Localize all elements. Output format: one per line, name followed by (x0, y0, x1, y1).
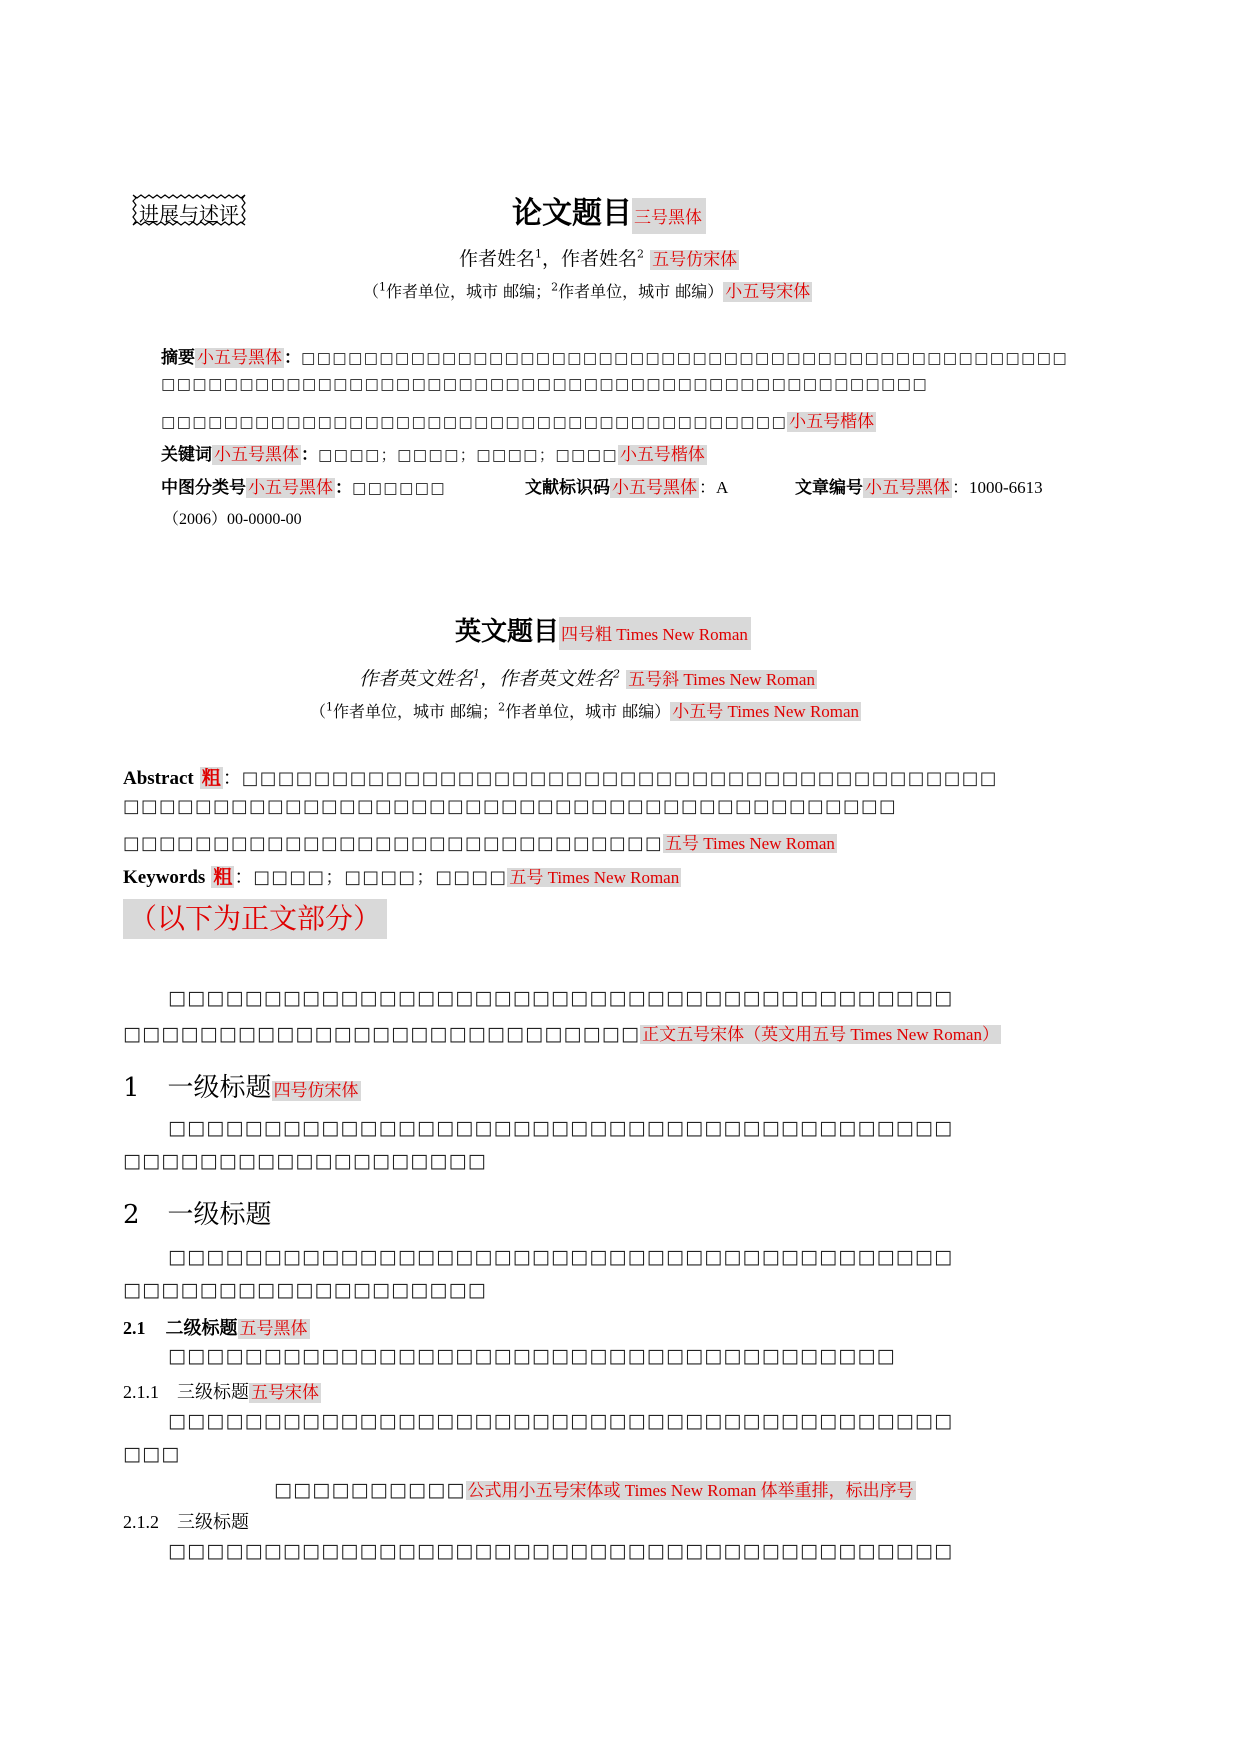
paper-title (512, 188, 706, 230)
en-title: 英文题目 四号粗 Times New Roman (455, 611, 751, 648)
body-intro-line-2: □□□□□□□□□□□□□□□□□□□□□□□□□□□ 正文五号宋体（英文用五号 Times New Roman） (123, 1023, 999, 1045)
section-2-1-2-heading: 2.1.2 三级标题 (123, 1512, 249, 1533)
section-2-1-2-line-1: □□□□□□□□□□□□□□□□□□□□□□□□□□□□□□□□□□□□□□□□□ (168, 1540, 954, 1562)
clc-value: □□□□□□ (352, 479, 446, 497)
author-line: 作者姓名$^1$，作者姓名$^2$ 五号仿宋体 (459, 247, 738, 270)
author-format-note: 五号仿宋体 (652, 250, 738, 270)
abstract-en-line-1: Abstract 粗 ：□□□□□□□□□□□□□□□□□□□□□□□□□□□□□□□□□□□□□□□□□□ (123, 767, 998, 789)
en-title-note: 四号粗 Times New Roman (559, 617, 751, 650)
abstract-en-label: Abstract (123, 768, 194, 789)
formula-note: 公式用小五号宋体或 Times New Roman 体举重排，标出序号 (467, 1481, 914, 1500)
keywords-cn-label: 关键词 (161, 445, 212, 465)
doc-code: 文献标识码 小五号黑体 ：A (525, 478, 729, 498)
affiliation-line: （$^1$作者单位，城市 邮编；$^2$作者单位，城市 邮编） 小五号宋体 (363, 280, 811, 302)
author-name-1: 作者姓名 (459, 248, 536, 270)
section-2-1-1-line-1: □□□□□□□□□□□□□□□□□□□□□□□□□□□□□□□□□□□□□□□□□ (168, 1410, 954, 1432)
article-number-cont: （2006）00-0000-00 (163, 511, 302, 528)
keywords-cn-text: □□□□；□□□□；□□□□；□□□□ (318, 446, 618, 464)
affiliation-format-note: 小五号宋体 (725, 282, 811, 302)
body-section-marker: （以下为正文部分） (123, 899, 387, 939)
keywords-en: Keywords 粗 ：□□□□；□□□□；□□□□ 五号 Times New Roman (123, 866, 680, 888)
abstract-cn-label: 摘要 (161, 348, 195, 368)
formula-line (274, 1476, 916, 1501)
body-intro-note: 正文五号宋体（英文用五号 Times New Roman） (642, 1025, 999, 1044)
author-name-2: 作者姓名 (561, 248, 638, 270)
abstract-en-line-3: □□□□□□□□□□□□□□□□□□□□□□□□□□□□□□ 五号 Times New Roman (123, 833, 835, 854)
section-2-1-heading: 2.1 二级标题 五号黑体 (123, 1318, 308, 1339)
abstract-en-line-2: □□□□□□□□□□□□□□□□□□□□□□□□□□□□□□□□□□□□□□□□□□□ (123, 796, 898, 817)
section-2-1-line-1: □□□□□□□□□□□□□□□□□□□□□□□□□□□□□□□□□□□□□□ (168, 1345, 896, 1367)
section-2-1-1-line-2: □□□ (123, 1443, 181, 1465)
affiliation-2: 作者单位，城市 邮编） (558, 282, 724, 301)
article-number: 文章编号 小五号黑体 ：1000-6613 (795, 478, 1043, 498)
section-2-heading: 2 一级标题 (123, 1200, 272, 1230)
section-1-line-1: □□□□□□□□□□□□□□□□□□□□□□□□□□□□□□□□□□□□□□□□□ (168, 1117, 954, 1139)
keywords-cn: 关键词 小五号黑体 ：□□□□；□□□□；□□□□；□□□□ 小五号楷体 (161, 445, 705, 465)
section-2-1-1-heading: 2.1.1 三级标题 五号宋体 (123, 1382, 319, 1403)
stamp-text: 进展与述评 (139, 202, 239, 226)
section-1-line-2: □□□□□□□□□□□□□□□□□□□ (123, 1150, 487, 1172)
abstract-cn-label-note: 小五号黑体 (197, 348, 282, 368)
section-2-line-2: □□□□□□□□□□□□□□□□□□□ (123, 1279, 487, 1301)
en-author-line: 作者英文姓名$^1$，作者英文姓名$^2$ 五号斜 Times New Roman (359, 667, 815, 690)
section-2-line-1: □□□□□□□□□□□□□□□□□□□□□□□□□□□□□□□□□□□□□□□□□ (168, 1246, 954, 1268)
clc-label: 中图分类号 (161, 478, 246, 498)
section-stamp (131, 193, 247, 227)
title-text: 论文题目 (512, 196, 632, 231)
abstract-cn-line-3: □□□□□□□□□□□□□□□□□□□□□□□□□□□□□□□□□□□□□□□□ 小五号楷体 (161, 412, 875, 432)
classification-line: 中图分类号 小五号黑体 ：□□□□□□ (161, 478, 446, 498)
title-format-note: 三号黑体 (632, 198, 706, 234)
abstract-cn-line-2: □□□□□□□□□□□□□□□□□□□□□□□□□□□□□□□□□□□□□□□□□□□□□□□□□ (161, 375, 928, 393)
section-1-heading: 1 一级标题 四号仿宋体 (123, 1073, 359, 1103)
en-affiliation-line: （$^1$作者单位，城市 邮编；$^2$作者单位，城市 邮编） 小五号 Times New Roman (310, 700, 860, 721)
abstract-cn-line-1: 摘要 小五号黑体 ：□□□□□□□□□□□□□□□□□□□□□□□□□□□□□□□□□□□□□□□□□□□□□□□□□ (161, 348, 1068, 368)
affiliation-1: 作者单位，城市 邮编； (386, 282, 552, 301)
body-intro-line-1: □□□□□□□□□□□□□□□□□□□□□□□□□□□□□□□□□□□□□□□□□ (168, 987, 954, 1009)
formula-placeholder: □□□□□□□□□□ (274, 1479, 466, 1501)
abstract-cn-end-note: 小五号楷体 (789, 412, 875, 432)
